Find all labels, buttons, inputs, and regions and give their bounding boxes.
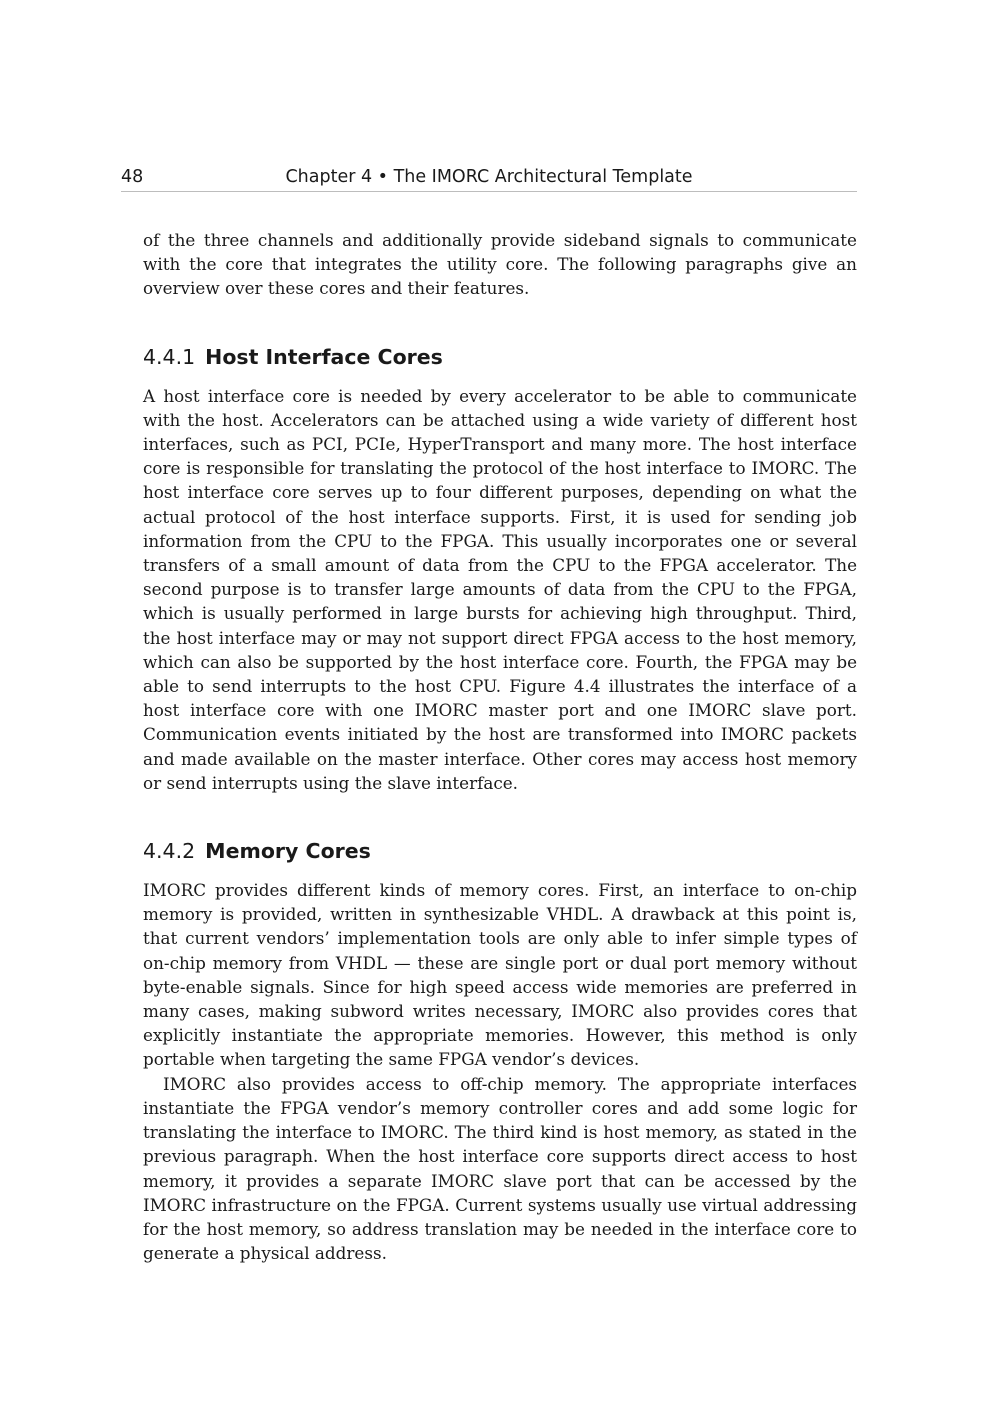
host-interface-paragraph: A host interface core is needed by every accelerator to be able to communicate with the host. Accelerators can be attached using a wide variety of different host interfaces, such as PCI, PCIe, HyperTransport and many more. The host interface core is responsible for translating the protocol of the host interface to IMORC. The host interface core serves up to four different purposes, depending on what the actual protocol of the host interface supports. First, it is used for sending job information from the CPU to the FPGA. This usually incorporates one or several transfers of a small amount of data from the CPU to the FPGA accelerator. The second purpose is to transfer large amounts of data from the CPU to the FPGA, which is usually performed in large bursts for achieving high throughput. Third, the host interface may or may not support direct FPGA access to the host memory, which can also be supported by the host interface core. Fourth, the FPGA may be able to send interrupts to the host CPU. Figure 4.4 illustrates the interface of a host interface core with one IMORC master port and one IMORC slave port. Communication events initiated by the host are transformed into IMORC packets and made available on the master interface. Other cores may access host memory or send interrupts using the slave interface. (143, 385, 857, 793)
section-title: Host Interface Cores (205, 344, 443, 369)
memory-cores-paragraph-2: IMORC also provides access to off-chip memory. The appropriate interfaces instantiate the FPGA vendor’s memory controller cores and add some logic for translating the interface to IMORC. The third kind is host memory, as stated in the previous paragraph. When the host interface core supports direct access to host memory, it provides a separate IMORC slave port that can be accessed by the IMORC infrastructure on the FPGA. Current systems usually use virtual addressing for the host memory, so address translation may be needed in the interface core to generate a physical address. (143, 1073, 857, 1264)
page-number: 48 (121, 167, 144, 187)
intro-paragraph: of the three channels and additionally provide sideband signals to communicate with the core that integrates the utility core. The following paragraphs give an overview over these cores and their features. (143, 230, 857, 299)
section-number: 4.4.2 (143, 839, 196, 864)
running-header (121, 163, 857, 192)
chapter-title: Chapter 4 • The IMORC Architectural Template (285, 167, 693, 187)
section-number: 4.4.1 (143, 344, 196, 369)
memory-cores-paragraph-1: IMORC provides different kinds of memory cores. First, an interface to on-chip memory is provided, written in synthesizable VHDL. A drawback at this point is, that current vendors’ implementation tools are only able to infer simple types of on-chip memory from VHDL — these are single port or dual port memory without byte-enable signals. Since for high speed access wide memories are preferred in many cases, making subword writes necessary, IMORC also provides cores that explicitly instantiate the appropriate memories. However, this method is only portable when targeting the same FPGA vendor’s devices. (143, 880, 857, 1070)
section-heading-host-interface-cores (143, 343, 857, 371)
section-title: Memory Cores (205, 839, 371, 864)
section-heading-memory-cores (143, 837, 857, 865)
page-body (143, 228, 857, 1265)
